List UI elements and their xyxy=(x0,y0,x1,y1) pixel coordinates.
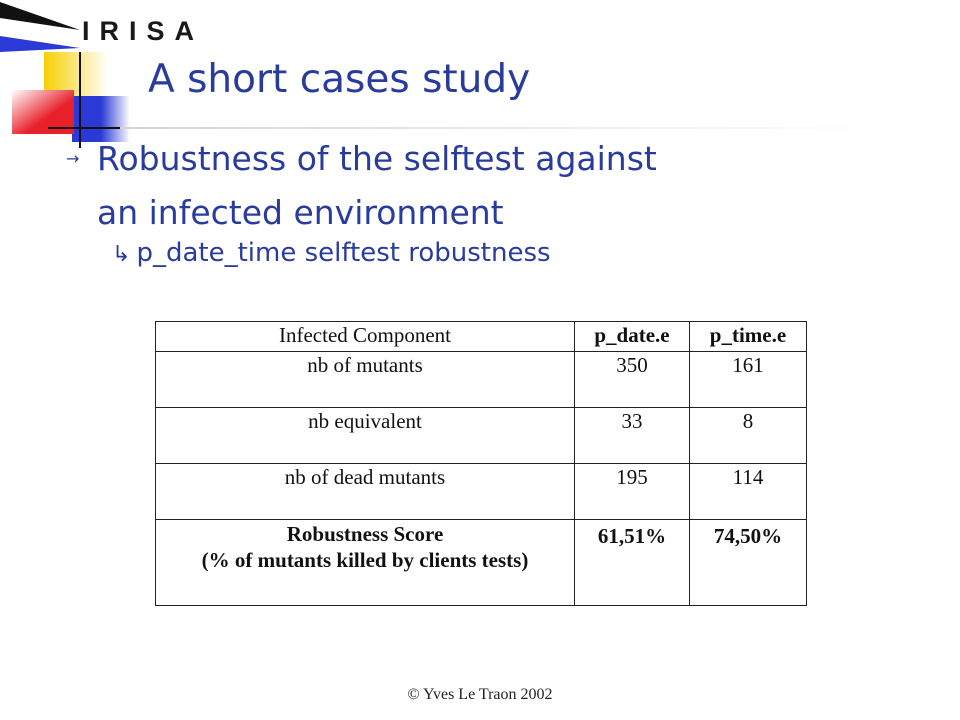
row-label: nb of mutants xyxy=(156,352,575,408)
row-label: nb of dead mutants xyxy=(156,464,575,520)
slide-title: A short cases study xyxy=(148,57,531,102)
bullet-level-2 xyxy=(112,238,551,268)
hook-arrow-icon: ↳ xyxy=(112,242,131,267)
robustness-table xyxy=(155,321,807,606)
score-value: 61,51% xyxy=(575,520,690,606)
cell-value: 195 xyxy=(575,464,690,520)
header-p-time: p_time.e xyxy=(690,322,807,352)
table-row xyxy=(156,408,807,464)
logo-text: IRISA xyxy=(82,16,205,46)
cell-value: 114 xyxy=(690,464,807,520)
cell-value: 8 xyxy=(690,408,807,464)
footer-copyright: © Yves Le Traon 2002 xyxy=(407,686,553,703)
title-rule xyxy=(120,127,880,129)
score-label-line2: (% of mutants killed by clients tests) xyxy=(201,548,529,572)
cell-value: 350 xyxy=(575,352,690,408)
arrow-bullet-icon: → xyxy=(66,149,80,168)
table-row-score xyxy=(156,520,807,606)
header-p-date: p_date.e xyxy=(575,322,690,352)
header-infected-component: Infected Component xyxy=(156,322,575,352)
table-row xyxy=(156,464,807,520)
row-label: nb equivalent xyxy=(156,408,575,464)
score-label-line1: Robustness Score xyxy=(286,522,444,546)
bullet-text: p_date_time selftest robustness xyxy=(136,238,551,268)
table-row xyxy=(156,352,807,408)
bullet-text: Robustness of the selftest against an infected environment xyxy=(97,139,657,232)
score-value: 74,50% xyxy=(690,520,807,606)
table-header-row xyxy=(156,322,807,352)
cell-value: 33 xyxy=(575,408,690,464)
cell-value: 161 xyxy=(690,352,807,408)
score-label xyxy=(156,520,575,606)
bullet-level-1 xyxy=(66,132,697,240)
